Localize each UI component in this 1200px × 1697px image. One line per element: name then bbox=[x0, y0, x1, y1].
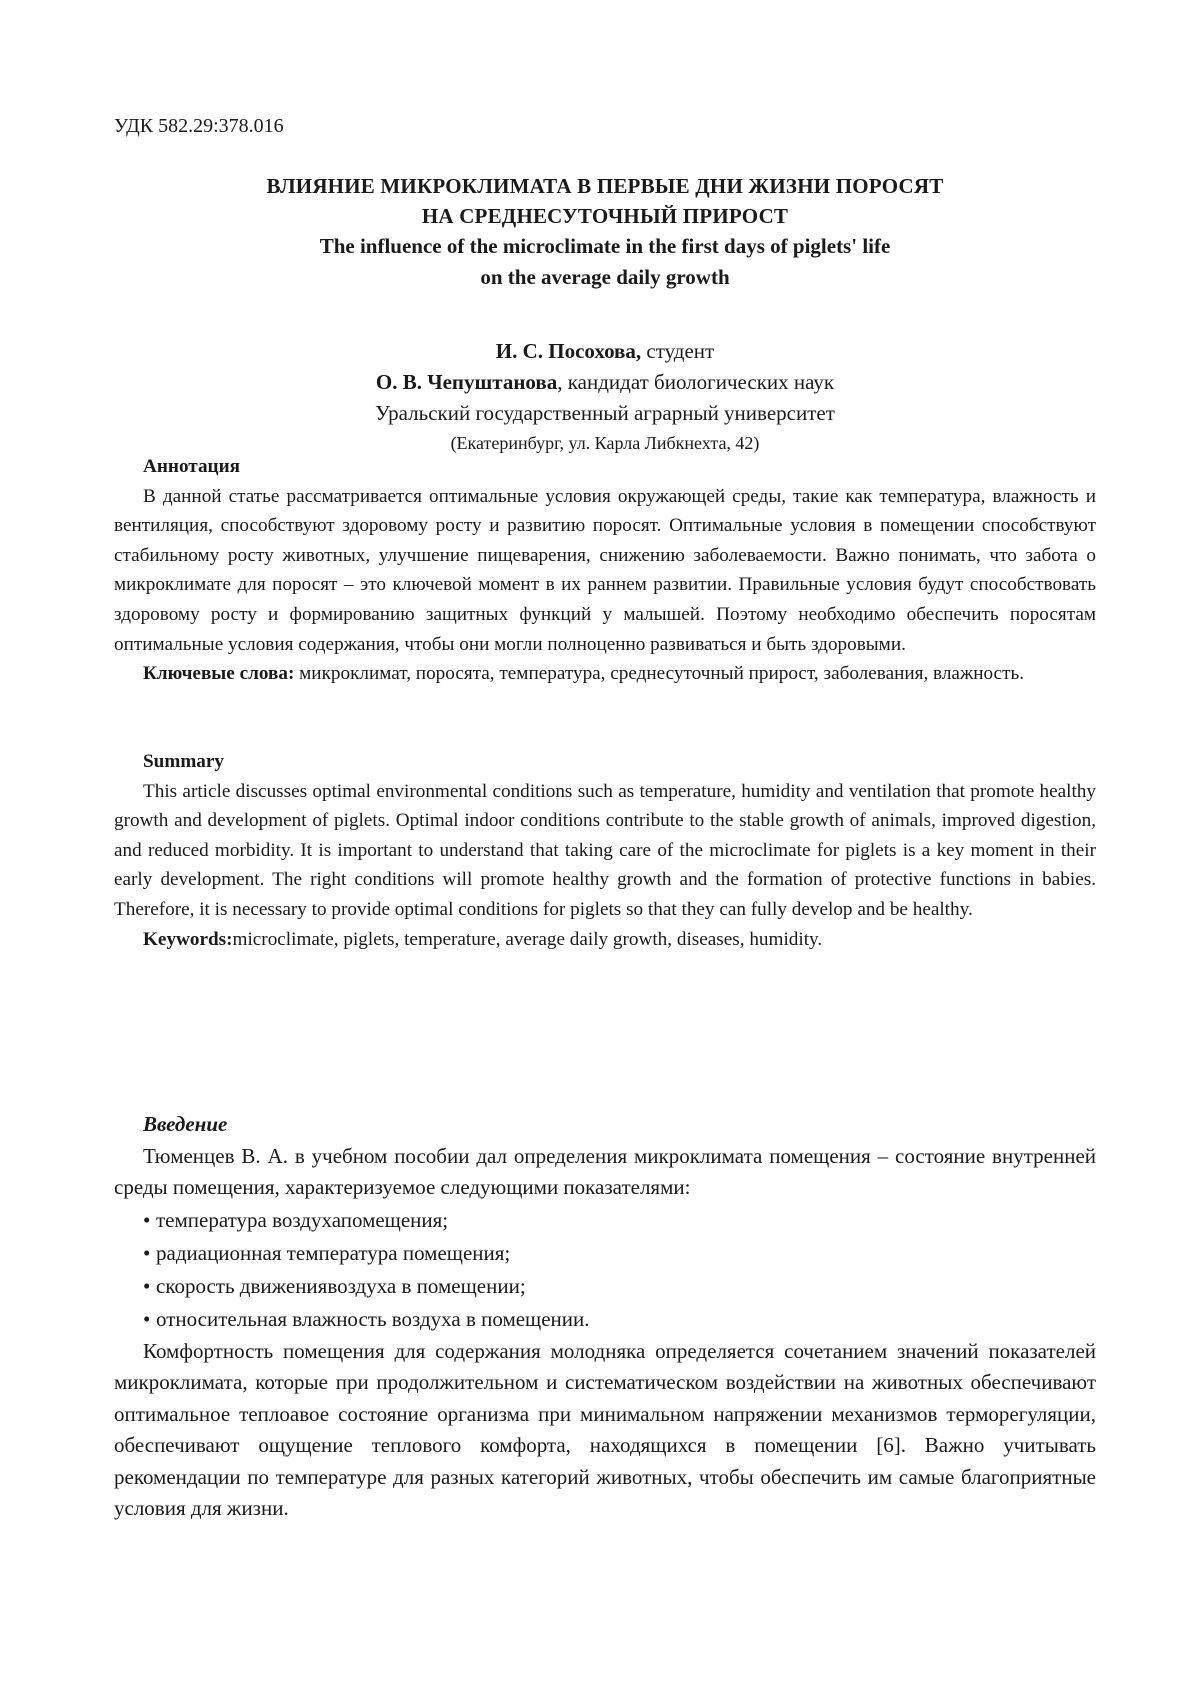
summary-keywords-label: Keywords: bbox=[143, 928, 233, 950]
bullet-icon: • bbox=[143, 1207, 151, 1232]
microclimate-indicators-list bbox=[114, 1204, 1096, 1336]
introduction-paragraph-2: Комфортность помещения для содержания молодняка определяется сочетанием значений показателей микроклимата, которые при продолжительном и систематическом воздействии на животных обеспечивают оптимальное теплоавое состояние организма при минимальном напряжении механизмов терморегуляции, обеспечивают ощущение теплового комфорта, находящихся в помещении [6]. Важно учитывать рекомендации по температуре для разных категорий животных, чтобы обеспечить им самые благоприятные условия для жизни. bbox=[114, 1338, 1096, 1520]
annotation-keywords bbox=[114, 659, 1096, 689]
summary-keywords-list: microclimate, piglets, temperature, average daily growth, diseases, humidity. bbox=[232, 928, 823, 950]
university-address: (Екатеринбург, ул. Карла Либкнехта, 42) bbox=[450, 433, 760, 453]
bullet-icon: • bbox=[143, 1240, 151, 1265]
summary-keywords bbox=[114, 925, 1096, 955]
title-en-line2: on the average daily growth bbox=[480, 265, 730, 289]
list-item-text: относительная влажность воздуха в помещении. bbox=[156, 1306, 590, 1331]
authors-block bbox=[114, 336, 1096, 457]
list-item-text: радиационная температура помещения; bbox=[156, 1240, 511, 1265]
list-item-text: температура воздухапомещения; bbox=[156, 1207, 449, 1232]
bullet-icon: • bbox=[143, 1306, 151, 1331]
title-ru-line2: НА СРЕДНЕСУТОЧНЫЙ ПРИРОСТ bbox=[421, 204, 789, 228]
summary-heading: Summary bbox=[143, 751, 225, 772]
university: Уральский государственный аграрный университет bbox=[375, 401, 835, 425]
author-2-role: , кандидат биологических наук bbox=[557, 370, 835, 394]
list-item bbox=[143, 1303, 1096, 1336]
annotation-heading: Аннотация bbox=[143, 456, 241, 477]
author-2-name: О. В. Чепуштанова bbox=[375, 370, 558, 394]
bullet-icon: • bbox=[143, 1273, 151, 1298]
annotation-section bbox=[114, 452, 1096, 689]
introduction-paragraph-1: Тюменцев В. А. в учебном пособии дал определения микроклимата помещения – состояние внутренней среды помещения, характеризуемое следующими показателями: bbox=[114, 1143, 1096, 1199]
author-1 bbox=[114, 336, 1096, 367]
introduction-heading: Введение bbox=[143, 1112, 228, 1136]
udk-code: УДК 582.29:378.016 bbox=[114, 115, 284, 137]
author-1-role: студент bbox=[641, 339, 715, 363]
author-1-name: И. С. Посохова, bbox=[495, 339, 642, 363]
summary-text: This article discusses optimal environmental conditions such as temperature, humidity and ventilation that promote healthy growth and development of piglets. Optimal indoor conditions contribute to the stable growth of animals, improved digestion, and reduced morbidity. It is important to understand that taking care of the microclimate for piglets is a key moment in their early development. The right conditions will promote healthy growth and the formation of protective functions in babies. Therefore, it is necessary to provide optimal conditions for piglets so that they can fully develop and be healthy. bbox=[114, 780, 1096, 920]
title-ru-line1: ВЛИЯНИЕ МИКРОКЛИМАТА В ПЕРВЫЕ ДНИ ЖИЗНИ ПОРОСЯТ bbox=[266, 174, 944, 198]
list-item bbox=[143, 1270, 1096, 1303]
introduction-section bbox=[114, 1109, 1096, 1525]
list-item-text: скорость движениявоздуха в помещении; bbox=[156, 1273, 526, 1298]
list-item bbox=[143, 1204, 1096, 1237]
list-item bbox=[143, 1237, 1096, 1270]
title-en-line1: The influence of the microclimate in the first days of piglets' life bbox=[319, 234, 891, 258]
author-2 bbox=[114, 367, 1096, 398]
annotation-keywords-list: микроклимат, поросята, температура, среднесуточный прирост, заболевания, влажность. bbox=[294, 663, 1024, 685]
annotation-keywords-label: Ключевые слова: bbox=[143, 663, 295, 685]
article-title bbox=[114, 171, 1096, 293]
summary-section bbox=[114, 747, 1096, 954]
annotation-text: В данной статье рассматривается оптимальные условия окружающей среды, такие как температура, влажность и вентиляция, способствуют здоровому росту и развитию поросят. Оптимальные условия в помещении способствуют стабильному росту животных, улучшение пищеварения, снижению заболеваемости. Важно понимать, что забота о микроклимате для поросят – это ключевой момент в их раннем развитии. Правильные условия будут способствовать здоровому росту и формированию защитных функций у малышей. Поэтому необходимо обеспечить поросятам оптимальные условия содержания, чтобы они могли полноценно развиваться и быть здоровыми. bbox=[114, 485, 1096, 655]
